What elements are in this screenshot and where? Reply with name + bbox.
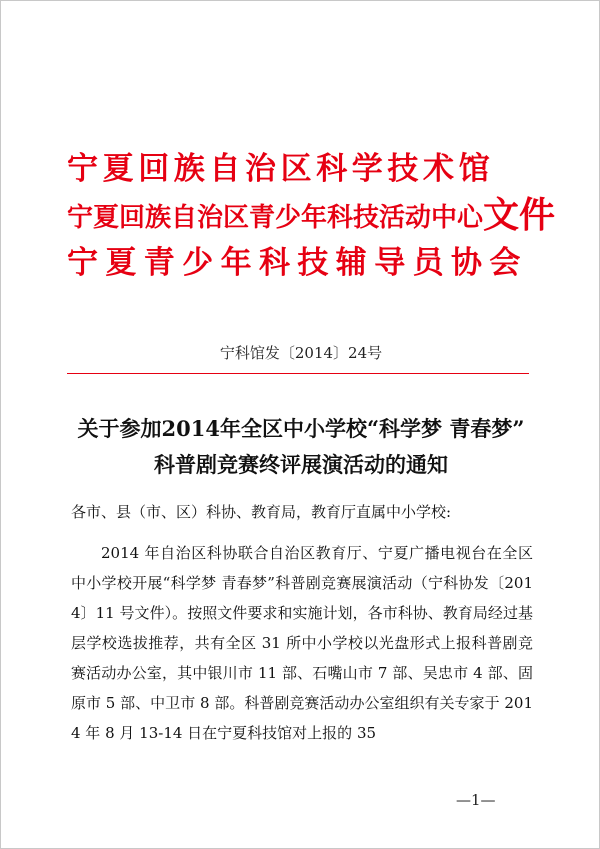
page-number: —1— (456, 791, 496, 809)
title-line-1: 关于参加2014年全区中小学校“科学梦 青春梦” (77, 416, 525, 441)
header-doc-word: 文件 (483, 194, 556, 236)
document-number: 宁科馆发〔2014〕24号 (219, 344, 383, 362)
salutation: 各市、县（市、区）科协、教育局，教育厅直属中小学校: (71, 503, 452, 521)
header-org-2: 宁夏回族自治区青少年科技活动中心 (67, 203, 484, 233)
paragraph-1: 2014 年自治区科协联合自治区教育厅、宁夏广播电视台在全区中小学校开展“科学梦 青春梦”科普剧竞赛展演活动（宁科协发〔2014〕11 号文件）。按照文件要求和实施计划，各市科协、教育局经过基层学校选拔推荐，共有全区 31 所中小学校以光盘形式上报科普剧竞赛活动办公室，其中银川市 11 部、石嘴山市 7 部、吴忠市 4 部、固原市 5 部、中卫市 8 部。科普剧竞赛活动办公室组织有关专家于 2014 年 8 月 13-14 日在宁夏科技馆对上报的 35 (71, 544, 533, 742)
header-org-1: 宁夏回族自治区科学技术馆 (67, 151, 495, 187)
red-divider (67, 373, 529, 374)
title-line-2: 科普剧竞赛终评展演活动的通知 (154, 452, 448, 477)
header-org-3: 宁夏青少年科技辅导员协会 (67, 245, 528, 281)
header-org-2-line (67, 194, 555, 238)
